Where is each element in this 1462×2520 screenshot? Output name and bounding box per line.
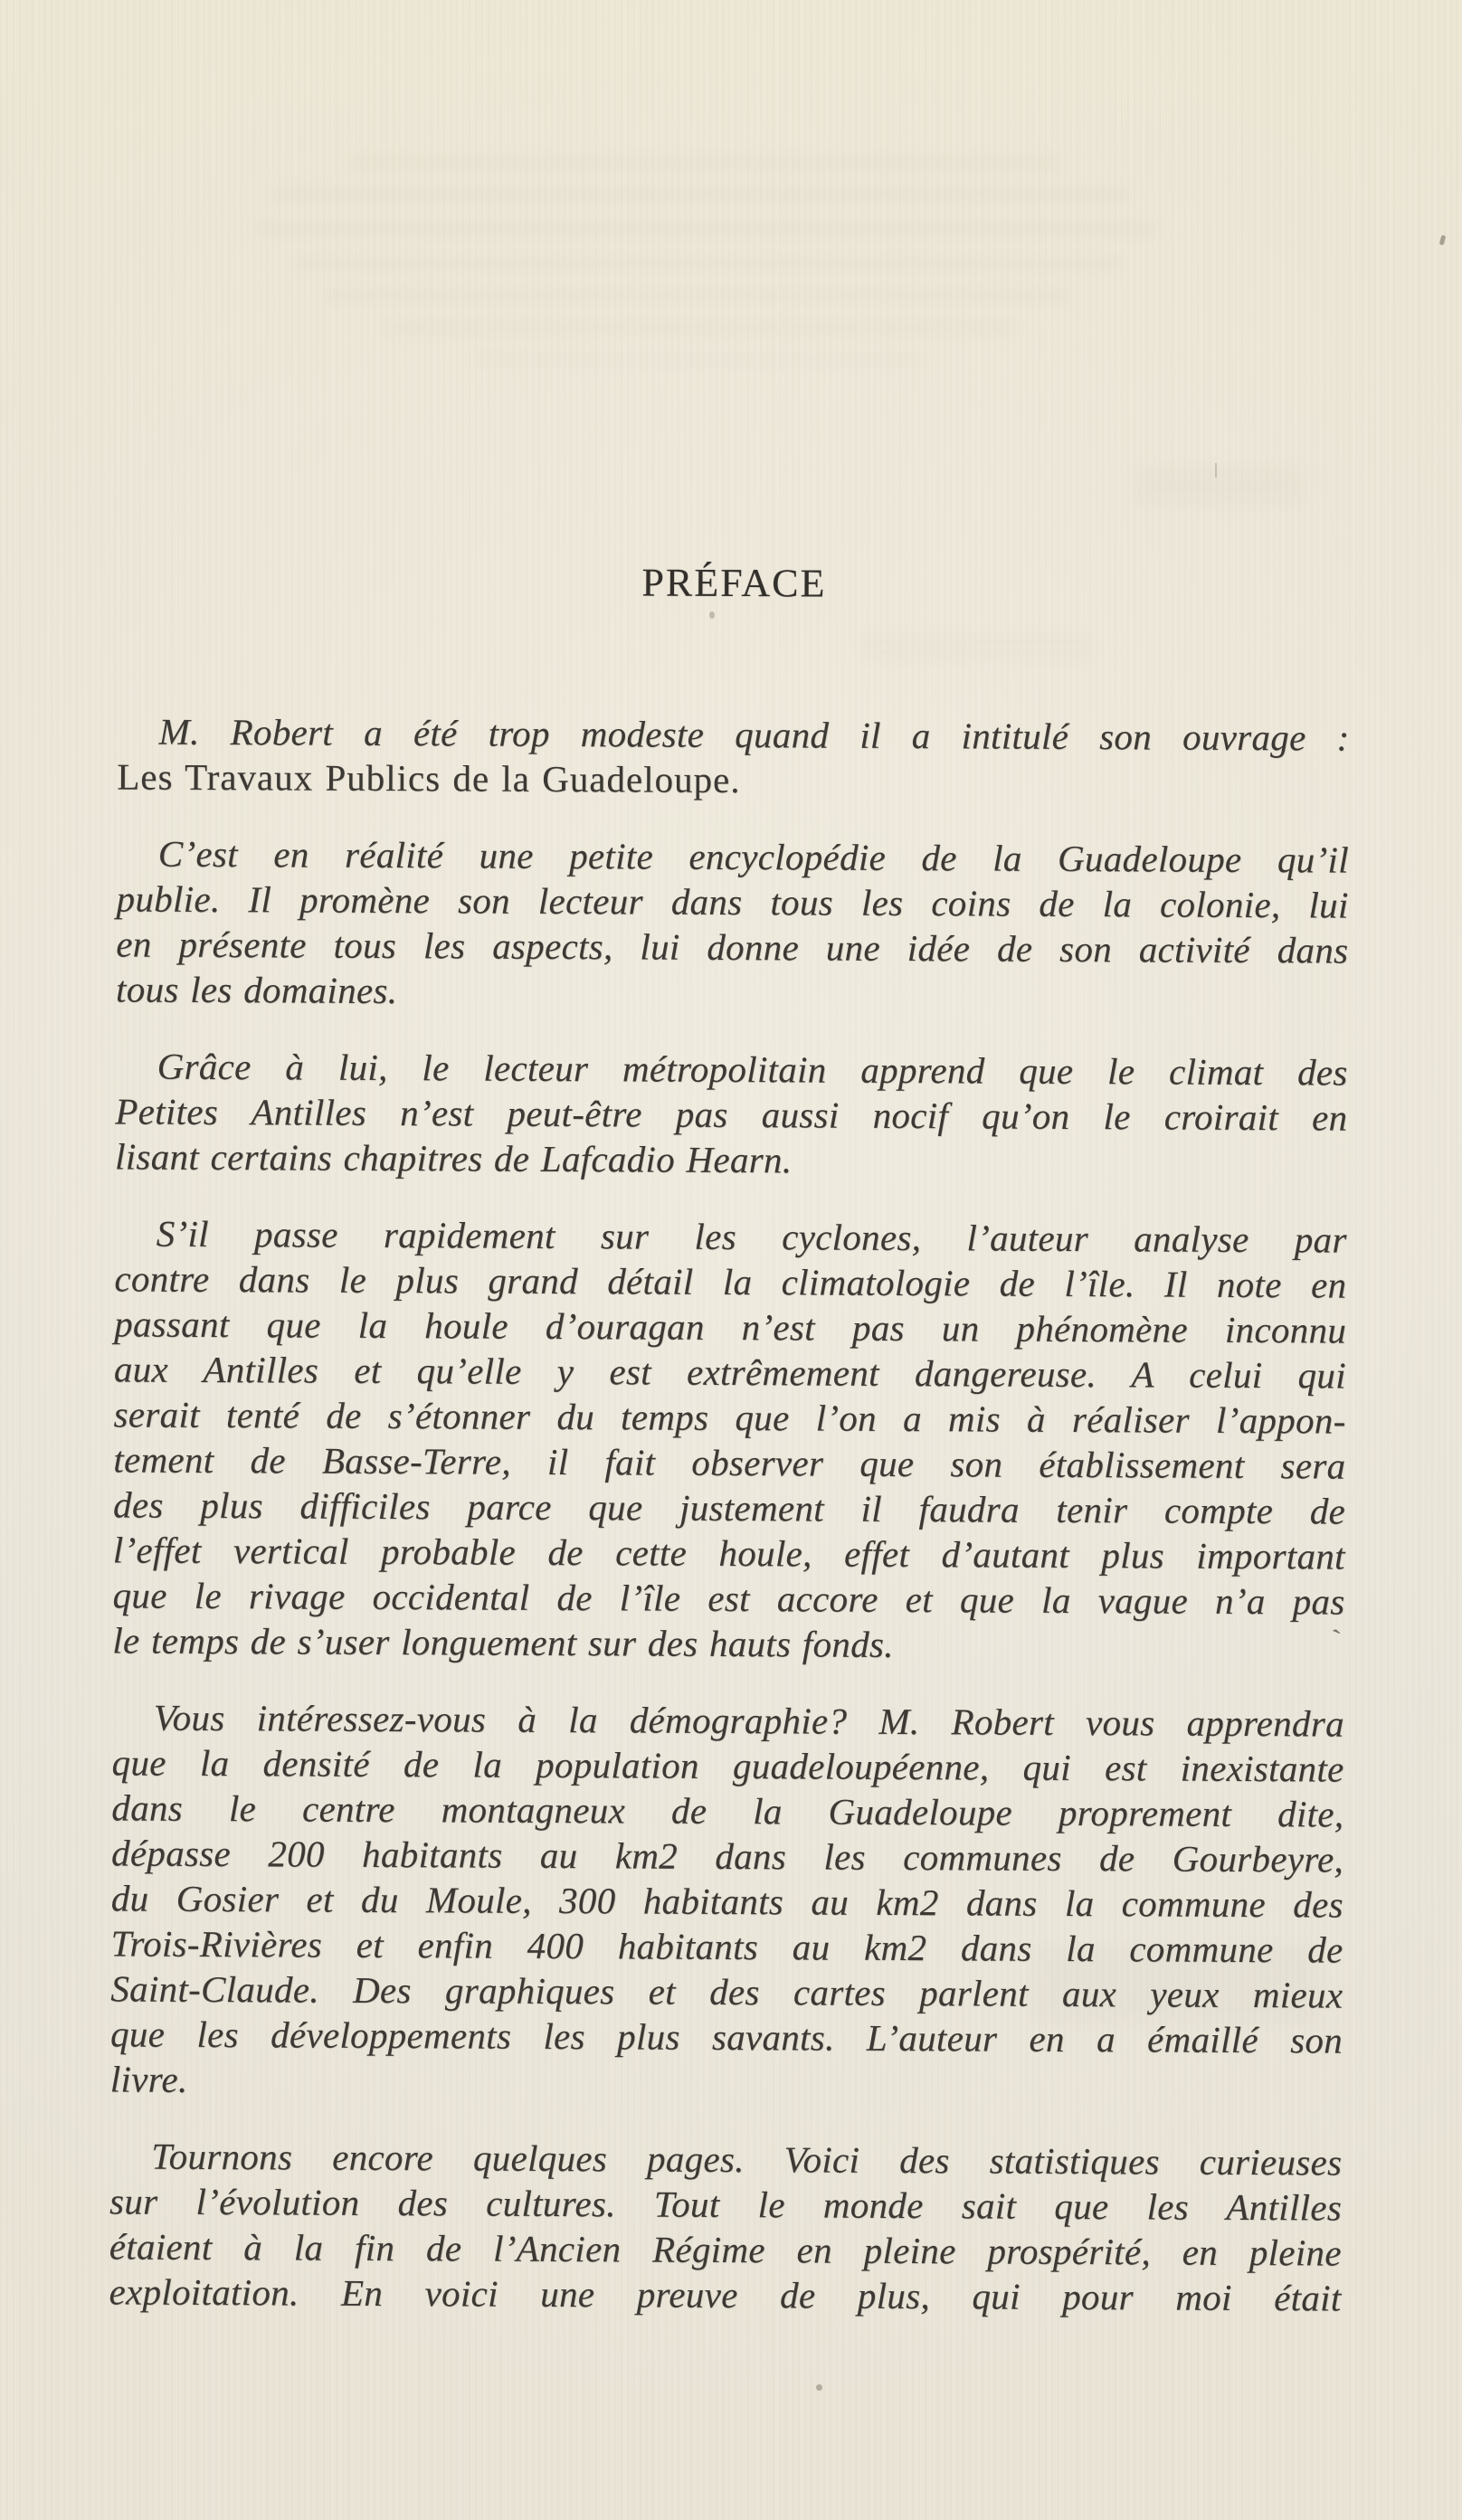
text-line: Tournons encore quelques pages. Voici des statistiques curieuses bbox=[151, 2135, 1343, 2184]
text-line: du Gosier et du Moule, 300 habitants au km2 dans la commune des bbox=[110, 1877, 1343, 1926]
text-line: M. Robert a été trop modeste quand il a intitulé son ouvrage : bbox=[158, 710, 1350, 759]
paragraph bbox=[115, 1043, 1348, 1185]
ink-speck bbox=[1439, 235, 1447, 246]
text-line: sur l’évolution des cultures. Tout le monde sait que les Antilles bbox=[109, 2180, 1343, 2229]
showthrough-band bbox=[348, 156, 1063, 170]
text-line: contre dans le plus grand détail la climatologie de l’île. Il note en bbox=[114, 1257, 1347, 1306]
text-line: le temps de s’user longuement sur des hauts fonds. bbox=[112, 1619, 894, 1665]
text-line: que le rivage occidental de l’île est accore et que la vague n’a pas bbox=[112, 1574, 1345, 1623]
showthrough-band bbox=[321, 289, 1072, 301]
text-line: Grâce à lui, le lecteur métropolitain apprend que le climat des bbox=[157, 1045, 1348, 1094]
text-content bbox=[109, 557, 1350, 2320]
text-line: dans le centre montagneux de la Guadeloupe proprement dite, bbox=[111, 1786, 1344, 1835]
text-line: Vous intéressez-vous à la démographie? M. Robert vous apprendra bbox=[153, 1696, 1344, 1745]
text-line: publie. Il promène son lecteur dans tous les coins de la colonie, lui bbox=[116, 877, 1349, 926]
text-line: aux Antilles et qu’elle y est extrêmement dangereuse. A celui qui bbox=[113, 1348, 1346, 1397]
ink-speck bbox=[816, 2384, 822, 2391]
showthrough-band bbox=[290, 257, 1122, 270]
text-line: Petites Antilles n’est peut-être pas aussi nocif qu’on le croirait en bbox=[115, 1090, 1348, 1139]
text-line: que les développements les plus savants. L’auteur en a émaillé son bbox=[109, 2013, 1343, 2061]
text-line: des plus difficiles parce que justement il faudra tenir compte de bbox=[112, 1483, 1346, 1532]
text-line: livre. bbox=[109, 2058, 188, 2100]
text-line: serait tenté de s’étonner du temps que l’on a mis à réaliser l’appon- bbox=[113, 1393, 1346, 1442]
ink-speck bbox=[1215, 463, 1217, 478]
showthrough-patch bbox=[1131, 466, 1303, 507]
text-line: Les Travaux Publics de la Guadeloupe. bbox=[117, 755, 741, 801]
showthrough-band bbox=[271, 188, 1131, 201]
text-block bbox=[109, 708, 1349, 2320]
text-line: que la densité de la population guadeloupéenne, qui est inexistante bbox=[111, 1741, 1344, 1790]
text-line: S’il passe rapidement sur les cyclones, l’auteur analyse par bbox=[156, 1212, 1347, 1261]
paragraph bbox=[116, 830, 1349, 1018]
text-line: tous les domaines. bbox=[115, 968, 398, 1012]
text-line: tement de Basse-Terre, il fait observer que son établissement sera bbox=[113, 1438, 1346, 1487]
text-line: étaient à la fin de l’Ancien Régime en pleine prospérité, en pleine bbox=[109, 2225, 1342, 2274]
paragraph bbox=[110, 1694, 1344, 2108]
text-line: Saint-Claude. Des graphiques et des cartes parlent aux yeux mieux bbox=[110, 1967, 1343, 2016]
text-line: en présente tous les aspects, lui donne une idée de son activité dans bbox=[116, 923, 1349, 971]
stray-accent-mark: ` bbox=[1329, 1622, 1349, 1660]
showthrough-band bbox=[380, 322, 1013, 334]
page-title: PRÉFACE bbox=[641, 560, 827, 606]
text-line: l’effet vertical probable de cette houle, effet d’autant plus important bbox=[112, 1529, 1345, 1577]
text-line: Trois-Rivières et enfin 400 habitants au km2 dans la commune de bbox=[110, 1922, 1343, 1971]
text-line: exploitation. En voici une preuve de plus, qui pour moi était bbox=[109, 2270, 1342, 2319]
showthrough-band bbox=[253, 223, 1158, 235]
paragraph bbox=[117, 708, 1350, 805]
text-line: lisant certains chapitres de Lafcadio Hearn. bbox=[114, 1135, 793, 1181]
text-line: dépasse 200 habitants au km2 dans les communes de Gourbeyre, bbox=[110, 1832, 1344, 1881]
text-line: C’est en réalité une petite encyclopédie de la Guadeloupe qu’il bbox=[157, 832, 1349, 881]
paragraph bbox=[109, 2133, 1342, 2320]
showthrough-band bbox=[470, 355, 923, 365]
text-line: passant que la houle d’ouragan n’est pas un phénomène inconnu bbox=[114, 1303, 1347, 1351]
paragraph bbox=[112, 1210, 1347, 1669]
